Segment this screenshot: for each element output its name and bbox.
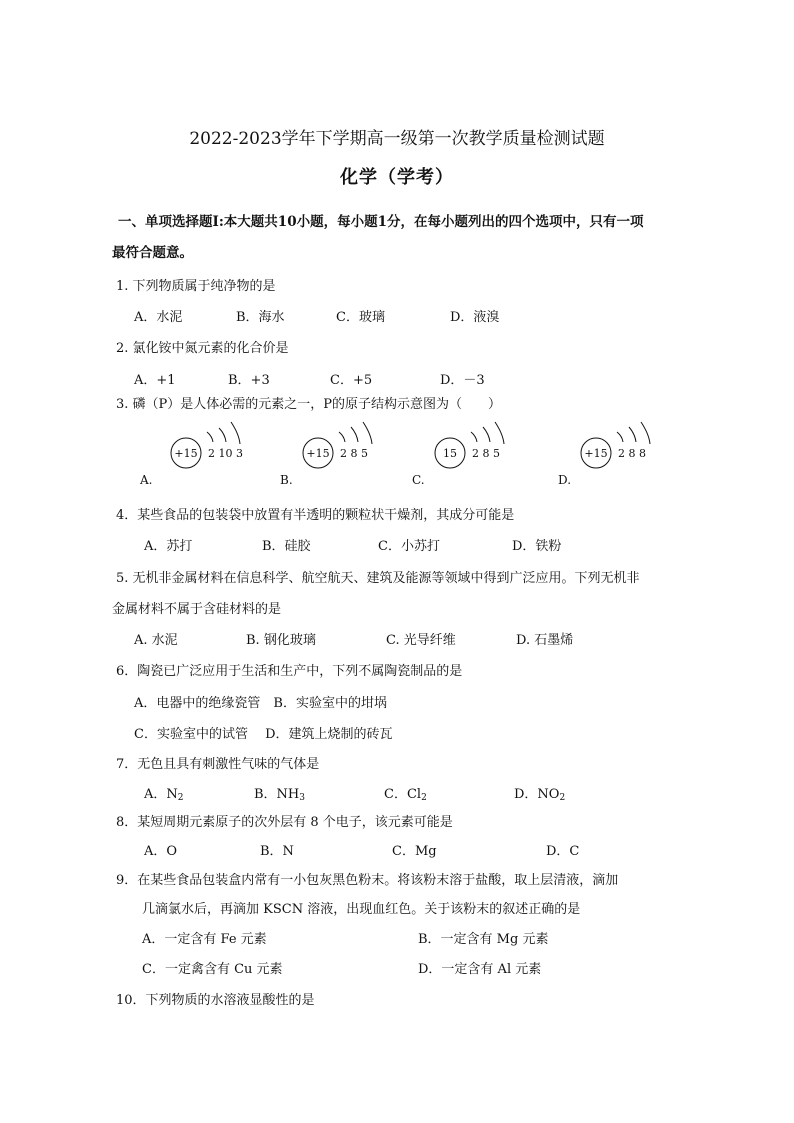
question-8-option-d: D．C — [546, 844, 580, 859]
question-8-option-c: C．Mg — [392, 844, 437, 859]
question-6-stem: 6．陶瓷已广泛应用于生活和生产中，下列不属陶瓷制品的是 — [116, 664, 463, 679]
question-4-option-c: C．小苏打 — [378, 539, 440, 554]
question-4-option-a: A．苏打 — [144, 539, 193, 554]
question-9-option-d: D．一定含有 Al 元素 — [418, 962, 542, 977]
question-2-option-d: D．－3 — [440, 373, 485, 388]
question-2-stem: 2. 氯化铵中氮元素的化合价是 — [116, 341, 289, 356]
question-1-option-a: A．水泥 — [134, 310, 183, 325]
question-6-options-a-b: A．电器中的绝缘瓷管 B．实验室中的坩埚 — [134, 696, 387, 711]
diagram-option-d — [558, 422, 650, 487]
diagram-b-label: B. — [280, 473, 293, 487]
diagram-d-shells: 2 8 8 — [618, 447, 646, 460]
diagram-c-label: C. — [412, 473, 425, 487]
page-subtitle: 化学（学考） — [340, 167, 454, 188]
question-5-option-d: D. 石墨烯 — [516, 633, 574, 648]
shell-arc-icon — [629, 427, 636, 442]
question-8-stem: 8．某短周期元素原子的次外层有 8 个电子，该元素可能是 — [116, 815, 453, 830]
question-9-stem-line-1: 9．在某些食品包装盒内常有一小包灰黑色粉末。将该粉末溶于盐酸，取上层清液，滴加 — [116, 873, 619, 888]
question-7-option-c: C．$Cl_2$ — [384, 787, 427, 803]
shell-arc-icon — [207, 432, 213, 442]
question-3-stem: 3. 磷（P）是人体必需的元素之一，P的原子结构示意图为（ ） — [116, 397, 502, 412]
diagram-a-shells: 2 10 3 — [208, 447, 243, 460]
question-7-option-a: A．$N_2$ — [144, 787, 184, 803]
atomic-structure-diagrams — [130, 414, 670, 490]
diagram-b-shells: 2 8 5 — [340, 447, 368, 460]
page-title: 2022-2023学年下学期高一级第一次教学质量检测试题 — [189, 129, 605, 149]
shell-arc-icon — [495, 422, 504, 444]
diagram-c-nucleus: 15 — [443, 447, 457, 460]
question-1-option-d: D．液溴 — [450, 310, 500, 325]
question-4-option-b: B．硅胶 — [262, 539, 311, 554]
question-5-stem-line-2: 金属材料不属于含硅材料的是 — [112, 602, 282, 617]
question-1-option-c: C．玻璃 — [336, 310, 385, 325]
diagram-a-label: A. — [140, 473, 153, 487]
shell-arc-icon — [471, 432, 477, 442]
section-heading-line-2: 最符合题意。 — [112, 245, 193, 261]
diagram-option-c — [412, 422, 504, 487]
question-5-option-c: C. 光导纤维 — [386, 633, 456, 648]
question-8-option-b: B．N — [260, 844, 294, 859]
question-5-stem-line-1: 5. 无机非金属材料在信息科学、航空航天、建筑及能源等领域中得到广泛应用。下列无机非 — [116, 571, 640, 586]
question-2-option-b: B．+3 — [228, 373, 270, 388]
diagram-a-nucleus: +15 — [174, 447, 198, 460]
shell-arc-icon — [483, 427, 490, 442]
diagram-option-a — [139, 422, 243, 487]
question-7-stem: 7．无色且具有刺激性气味的气体是 — [116, 757, 320, 772]
question-7-option-d: D．$NO_2$ — [514, 787, 566, 803]
question-2-option-c: C．+5 — [330, 373, 373, 388]
diagram-d-label: D. — [558, 473, 572, 487]
diagram-b-nucleus: +15 — [306, 447, 330, 460]
question-2-option-a: A．+1 — [134, 373, 176, 388]
shell-arc-icon — [363, 422, 372, 444]
question-5-option-a: A. 水泥 — [134, 633, 178, 648]
question-1-option-b: B．海水 — [236, 310, 285, 325]
question-4-stem: 4．某些食品的包装袋中放置有半透明的颗粒状干燥剂，其成分可能是 — [116, 508, 515, 523]
shell-arc-icon — [641, 422, 650, 444]
question-9-stem-line-2: 几滴氯水后，再滴加 KSCN 溶液，出现血红色。关于该粉末的叙述正确的是 — [142, 902, 581, 917]
question-9-option-b: B．一定含有 Mg 元素 — [418, 932, 549, 947]
shell-arc-icon — [617, 432, 623, 442]
question-1-stem: 1. 下列物质属于纯净物的是 — [116, 279, 276, 294]
question-4-option-d: D．铁粉 — [512, 539, 562, 554]
diagram-d-nucleus: +15 — [584, 447, 608, 460]
shell-arc-icon — [339, 432, 345, 442]
diagram-c-shells: 2 8 5 — [472, 447, 500, 460]
shell-arc-icon — [231, 422, 240, 444]
shell-arc-icon — [219, 428, 226, 442]
question-9-option-c: C．一定禽含有 Cu 元素 — [142, 962, 283, 977]
diagram-option-b — [280, 422, 372, 487]
question-7-option-b: B．$NH_3$ — [254, 787, 305, 803]
question-8-option-a: A．O — [144, 844, 178, 859]
question-6-options-c-d: C．实验室中的试管 D．建筑上烧制的砖瓦 — [134, 727, 393, 742]
question-10-stem: 10．下列物质的水溶液显酸性的是 — [116, 993, 315, 1008]
question-9-option-a: A．一定含有 Fe 元素 — [142, 932, 267, 947]
section-heading-line-1: 一、单项选择题Ⅰ:本大题共10小题，每小题1分，在每小题列出的四个选项中，只有一项 — [118, 214, 644, 230]
shell-arc-icon — [351, 427, 358, 442]
question-5-option-b: B. 钢化玻璃 — [246, 633, 316, 648]
